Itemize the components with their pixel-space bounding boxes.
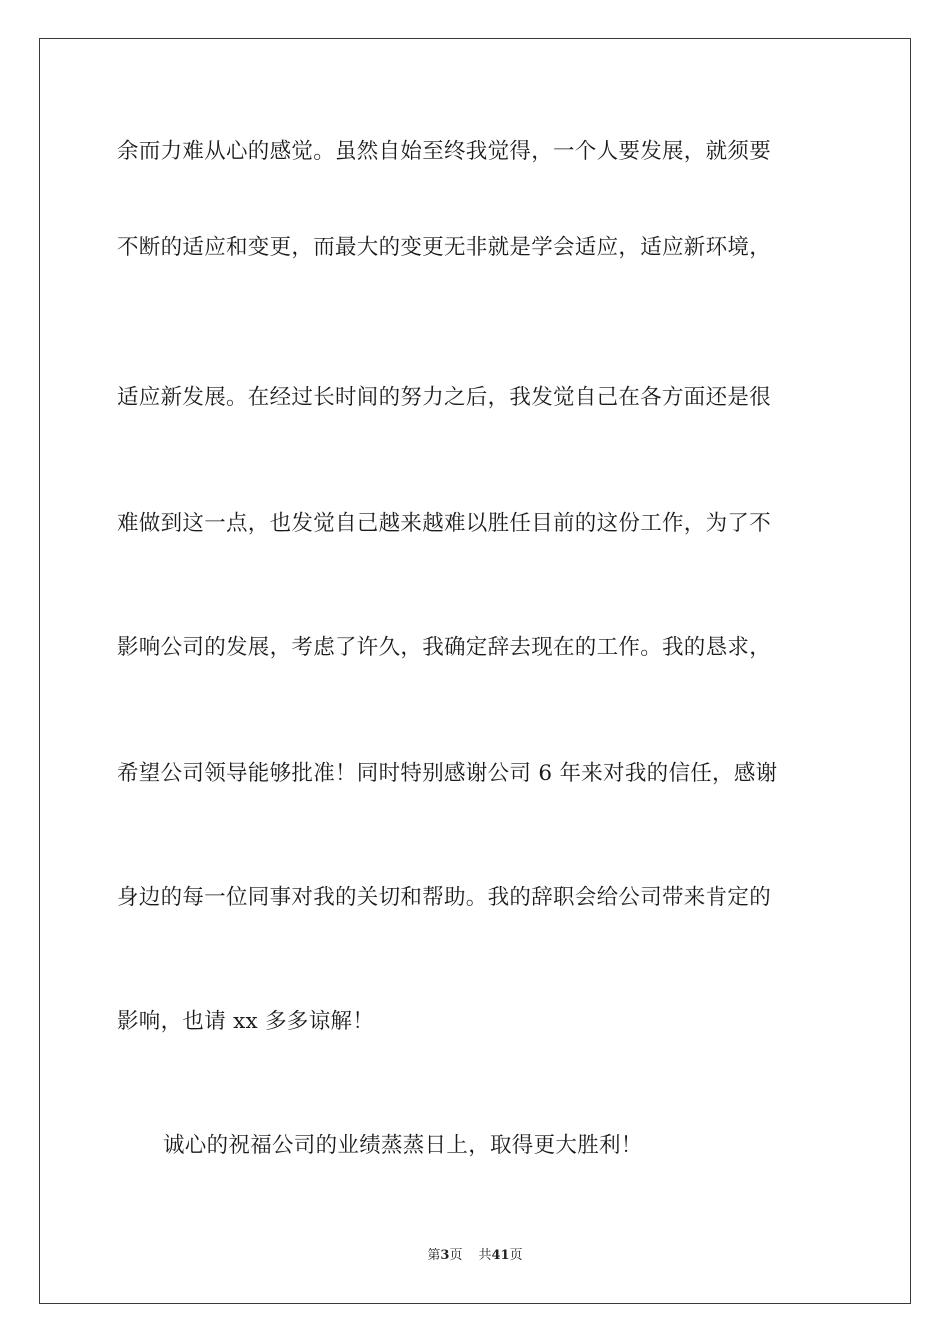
body-text-line: 影响，也请 xx 多多谅解！ [117, 1009, 375, 1034]
total-suffix: 页 [509, 1248, 523, 1263]
body-text-line: 身边的每一位同事对我的关切和帮助。我的辞职会给公司带来肯定的 [117, 885, 772, 910]
body-text-line: 难做到这一点，也发觉自己越来越难以胜任目前的这份工作，为了不 [117, 511, 772, 536]
page-footer [0, 1247, 950, 1265]
body-text-line: 希望公司领导能够批准！同时特别感谢公司 6 年来对我的信任，感谢 [117, 761, 778, 786]
page-indicator [427, 1248, 462, 1263]
total-prefix: 共 [478, 1248, 492, 1263]
page-suffix: 页 [449, 1248, 463, 1263]
page-prefix: 第 [427, 1248, 441, 1263]
body-text-line: 不断的适应和变更，而最大的变更无非就是学会适应，适应新环境， [117, 235, 772, 260]
body-text-line: 影响公司的发展，考虑了许久，我确定辞去现在的工作。我的恳求， [117, 635, 772, 660]
body-text-line: 余而力难从心的感觉。虽然自始至终我觉得，一个人要发展，就须要 [117, 139, 772, 164]
total-pages-indicator [478, 1248, 522, 1263]
page-border [39, 38, 911, 1304]
total-page-count: 41 [491, 1248, 510, 1263]
body-text-line: 适应新发展。在经过长时间的努力之后，我发觉自己在各方面还是很 [117, 385, 772, 410]
closing-line: 诚心的祝福公司的业绩蒸蒸日上，取得更大胜利！ [163, 1133, 643, 1158]
page-number: 3 [440, 1248, 450, 1263]
